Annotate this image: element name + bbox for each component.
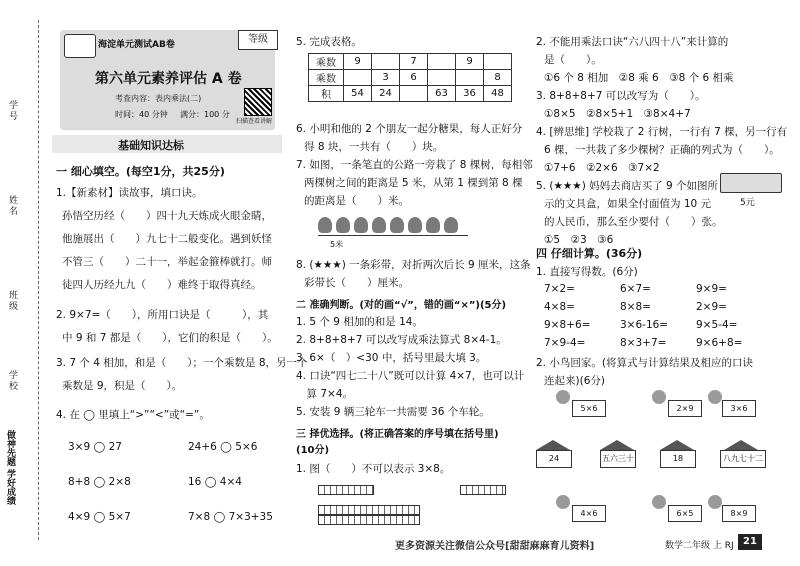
q6-text: 6. 小明和他的 2 个朋友一起分糖果，每人正好分 bbox=[296, 123, 523, 135]
counter-image-3 bbox=[318, 505, 420, 515]
pencil-box-price: 5元 bbox=[740, 198, 755, 208]
judge-4: 4. 口诀“四七二十八”既可以计算 4×7，也可以计 bbox=[296, 370, 525, 382]
bird-icon bbox=[652, 495, 666, 509]
table-cell[interactable] bbox=[456, 70, 484, 86]
table-cell: 9 bbox=[344, 54, 372, 70]
road-line bbox=[318, 235, 468, 236]
judge-2: 2. 8+8+8+7 可以改写成乘法算式 8×4-1。 bbox=[296, 334, 507, 346]
house-roof-icon bbox=[660, 440, 694, 450]
q3-text: 3. 7 个 4 相加，和是（ ）；一个乘数是 8，另一个 bbox=[56, 357, 308, 369]
compare-1b: 24+6 ◯ 5×6 bbox=[188, 441, 258, 453]
name-label: 姓名 bbox=[7, 195, 17, 217]
exam-content: 考查内容：表内乘法(二) bbox=[115, 94, 202, 103]
table-cell: 6 bbox=[400, 70, 428, 86]
q1-text: 1.【新素材】读故事，填口诀。 bbox=[56, 187, 203, 199]
counter-image-2 bbox=[460, 485, 506, 495]
r-q2b: 是（ ）。 bbox=[544, 54, 602, 66]
r-q2: 2. 不能用乘法口诀“六八四十八”来计算的 bbox=[536, 36, 729, 48]
house-4[interactable]: 八九七十二 bbox=[720, 450, 766, 468]
calc-r2c3[interactable]: 2×9= bbox=[696, 301, 727, 313]
bird-card-top-3[interactable]: 3×6 bbox=[722, 400, 756, 417]
tree-icon bbox=[444, 217, 458, 233]
qr-caption: 扫描查看讲解 bbox=[236, 118, 273, 125]
section-3-title: 三 择优选择。(将正确答案的序号填在括号里) bbox=[296, 429, 499, 440]
bird-icon bbox=[556, 495, 570, 509]
house-roof-icon bbox=[724, 440, 758, 450]
bird-icon bbox=[556, 390, 570, 404]
tree-icon bbox=[426, 217, 440, 233]
calc-r4c1[interactable]: 7×9-4= bbox=[544, 337, 586, 349]
table-cell[interactable] bbox=[400, 86, 428, 102]
bird-card-bottom-2[interactable]: 6×5 bbox=[668, 505, 702, 522]
r-q3: 3. 8+8+8+7 可以改写为（ ）。 bbox=[536, 90, 706, 102]
brand-name: 海淀单元测试AB卷 bbox=[98, 40, 175, 50]
row-head: 积 bbox=[309, 86, 344, 102]
bird-card-top-1[interactable]: 5×6 bbox=[572, 400, 606, 417]
section-4-title: 四 仔细计算。(36分) bbox=[536, 247, 643, 260]
q1-line1: 孙悟空历经（ ）四十九天炼成火眼金睛， bbox=[62, 210, 272, 222]
birds-intro2: 连起来)(6分) bbox=[544, 375, 605, 387]
table-cell: 36 bbox=[456, 86, 484, 102]
tree-icon bbox=[354, 217, 368, 233]
table-cell: 9 bbox=[456, 54, 484, 70]
table-cell: 8 bbox=[484, 70, 512, 86]
calc-r2c2[interactable]: 8×8= bbox=[620, 301, 651, 313]
counter-image-3b bbox=[318, 515, 420, 525]
judge-4b: 算 7×4。 bbox=[296, 388, 353, 400]
r-q3-options: ①8×5 ②8×5+1 ③8×4+7 bbox=[544, 108, 691, 120]
r-q5c: 的人民币，那么至少要付（ ）张。 bbox=[544, 216, 723, 228]
calc-r1c1[interactable]: 7×2= bbox=[544, 283, 575, 295]
tree-distance-label: 5米 bbox=[330, 240, 344, 249]
house-2[interactable]: 五六三十 bbox=[600, 450, 636, 468]
counter-image-1 bbox=[318, 485, 374, 495]
r-q5: 5. (★★★) 妈妈去商店买了 9 个如图所 bbox=[536, 180, 718, 192]
tree-icon bbox=[372, 217, 386, 233]
bird-icon bbox=[708, 390, 722, 404]
page-number: 21 bbox=[738, 534, 762, 550]
calc-r3c1[interactable]: 9×8+6= bbox=[544, 319, 591, 331]
q2-line2: 中 9 和 7 都是（ ），它们的积是（ ）。 bbox=[62, 332, 278, 344]
compare-2b: 16 ◯ 4×4 bbox=[188, 476, 242, 488]
page-title: 第六单元素养评估 A 卷 bbox=[95, 71, 242, 87]
table-cell[interactable] bbox=[428, 70, 456, 86]
bird-card-top-2[interactable]: 2×9 bbox=[668, 400, 702, 417]
binding-sidebar bbox=[0, 0, 44, 566]
compare-1a: 3×9 ◯ 27 bbox=[68, 441, 122, 453]
r-q4-options: ①7+6 ②2×6 ③7×2 bbox=[544, 162, 660, 174]
r-q5-options: ①5 ②3 ③6 bbox=[544, 234, 614, 246]
judge-1: 1. 5 个 9 相加的和是 14。 bbox=[296, 316, 423, 328]
q1-line2: 他施展出（ ）九七十二般变化。遇到妖怪 bbox=[62, 233, 272, 245]
house-1[interactable]: 24 bbox=[536, 450, 572, 468]
judge-5: 5. 安装 9 辆三轮车一共需要 36 个车轮。 bbox=[296, 406, 490, 418]
bird-icon bbox=[652, 390, 666, 404]
q5-text: 5. 完成表格。 bbox=[296, 36, 362, 48]
basic-section-title: 基础知识达标 bbox=[118, 139, 184, 152]
table-cell[interactable] bbox=[484, 54, 512, 70]
section-2-title: 二 准确判断。(对的画“√”，错的画“×”)(5分) bbox=[296, 300, 507, 311]
bird-icon bbox=[708, 495, 722, 509]
footer-grade: 数学二年级 上 RJ bbox=[665, 541, 734, 551]
sidebar-motto: 做神先题 学好成绩 bbox=[5, 430, 15, 506]
section-1-title: 一 细心填空。(每空1分，共25分) bbox=[56, 165, 225, 178]
r-q4: 4. [辨思维] 学校栽了 2 行树，一行有 7 棵，另一行有 bbox=[536, 126, 788, 138]
house-3[interactable]: 18 bbox=[660, 450, 696, 468]
school-label: 学校 bbox=[7, 370, 17, 392]
compare-2a: 8+8 ◯ 2×8 bbox=[68, 476, 131, 488]
calc-r2c1[interactable]: 4×8= bbox=[544, 301, 575, 313]
calc-r3c3[interactable]: 9×5-4= bbox=[696, 319, 738, 331]
q4-text: 4. 在 ◯ 里填上“>”“<”或“=”。 bbox=[56, 409, 210, 421]
tree-icon bbox=[318, 217, 332, 233]
r-q4b: 6 棵，一共栽了多少棵树？正确的列式为（ ）。 bbox=[544, 144, 780, 156]
qr-code-icon bbox=[244, 88, 272, 116]
house-roof-icon bbox=[536, 440, 570, 450]
footer-note: 更多资源关注微信公众号[甜甜麻麻育儿资料] bbox=[395, 541, 595, 552]
table-cell[interactable] bbox=[344, 70, 372, 86]
calc-r3c2[interactable]: 3×6-16= bbox=[620, 319, 669, 331]
multiplication-table bbox=[308, 53, 512, 102]
r-q2-options: ①6 个 8 相加 ②8 乘 6 ③8 个 6 相乘 bbox=[544, 72, 734, 84]
tree-row bbox=[318, 217, 462, 237]
judge-3: 3. 6×（ ）<30 中，括号里最大填 3。 bbox=[296, 352, 487, 364]
q7-text: 7. 如图，一条笔直的公路一旁栽了 8 棵树，每相邻 bbox=[296, 159, 533, 171]
q3-line2: 乘数是 9，积是（ ）。 bbox=[62, 380, 183, 392]
tree-icon bbox=[390, 217, 404, 233]
calc-r4c3[interactable]: 9×6+8= bbox=[696, 337, 743, 349]
cut-line bbox=[38, 20, 39, 540]
table-cell: 48 bbox=[484, 86, 512, 102]
pencil-box-image bbox=[720, 173, 782, 193]
q7-line2: 两棵树之间的距离是 5 米，从第 1 棵到第 8 棵 bbox=[304, 177, 523, 189]
student-number-label: 学号 bbox=[7, 100, 17, 122]
calc-r1c3[interactable]: 9×9= bbox=[696, 283, 727, 295]
calc-r1c2[interactable]: 6×7= bbox=[620, 283, 651, 295]
table-cell: 3 bbox=[372, 70, 400, 86]
tree-icon bbox=[408, 217, 422, 233]
r-q5b: 示的文具盒，如果全付面值为 10 元 bbox=[544, 198, 712, 210]
house-roof-icon bbox=[600, 440, 634, 450]
q1-line3: 不管三（ ）二十一，举起金箍棒就打。师 bbox=[62, 256, 272, 268]
q7-line3: 的距离是（ ）米。 bbox=[304, 195, 409, 207]
table-cell: 24 bbox=[372, 86, 400, 102]
exam-score: 满分：100 分 bbox=[180, 110, 230, 119]
row-head: 乘数 bbox=[309, 70, 344, 86]
table-cell[interactable] bbox=[428, 54, 456, 70]
bird-card-bottom-1[interactable]: 4×6 bbox=[572, 505, 606, 522]
birds-intro: 2. 小鸟回家。(将算式与计算结果及相应的口诀 bbox=[536, 357, 753, 369]
tree-icon bbox=[336, 217, 350, 233]
q8-line2: 彩带长（ ）厘米。 bbox=[304, 277, 409, 289]
calc-intro: 1. 直接写得数。(6分) bbox=[536, 266, 638, 278]
table-cell: 7 bbox=[400, 54, 428, 70]
grade-box: 等级 bbox=[238, 30, 278, 50]
table-cell: 54 bbox=[344, 86, 372, 102]
calc-r4c2[interactable]: 8×3+7= bbox=[620, 337, 667, 349]
row-head: 乘数 bbox=[309, 54, 344, 70]
compare-3a: 4×9 ◯ 5×7 bbox=[68, 511, 131, 523]
table-cell[interactable] bbox=[372, 54, 400, 70]
compare-3b: 7×8 ◯ 7×3+35 bbox=[188, 511, 273, 523]
table-cell: 63 bbox=[428, 86, 456, 102]
brand-logo-icon bbox=[64, 34, 96, 58]
q1-line4: 徒四人历经九九（ ）难终于取得真经。 bbox=[62, 279, 262, 291]
class-label: 班级 bbox=[7, 290, 17, 312]
choice-1: 1. 图（ ）不可以表示 3×8。 bbox=[296, 463, 451, 475]
q2-text: 2. 9×7=（ ），所用口诀是（ ），其 bbox=[56, 309, 269, 321]
q6-line2: 得 8 块，一共有（ ）块。 bbox=[304, 141, 444, 153]
bird-card-bottom-3[interactable]: 8×9 bbox=[722, 505, 756, 522]
section-3-score: (10分) bbox=[296, 445, 330, 456]
q8-text: 8. (★★★) 一条彩带，对折两次后长 9 厘米，这条 bbox=[296, 259, 531, 271]
exam-time: 时间：40 分钟 bbox=[115, 110, 168, 119]
